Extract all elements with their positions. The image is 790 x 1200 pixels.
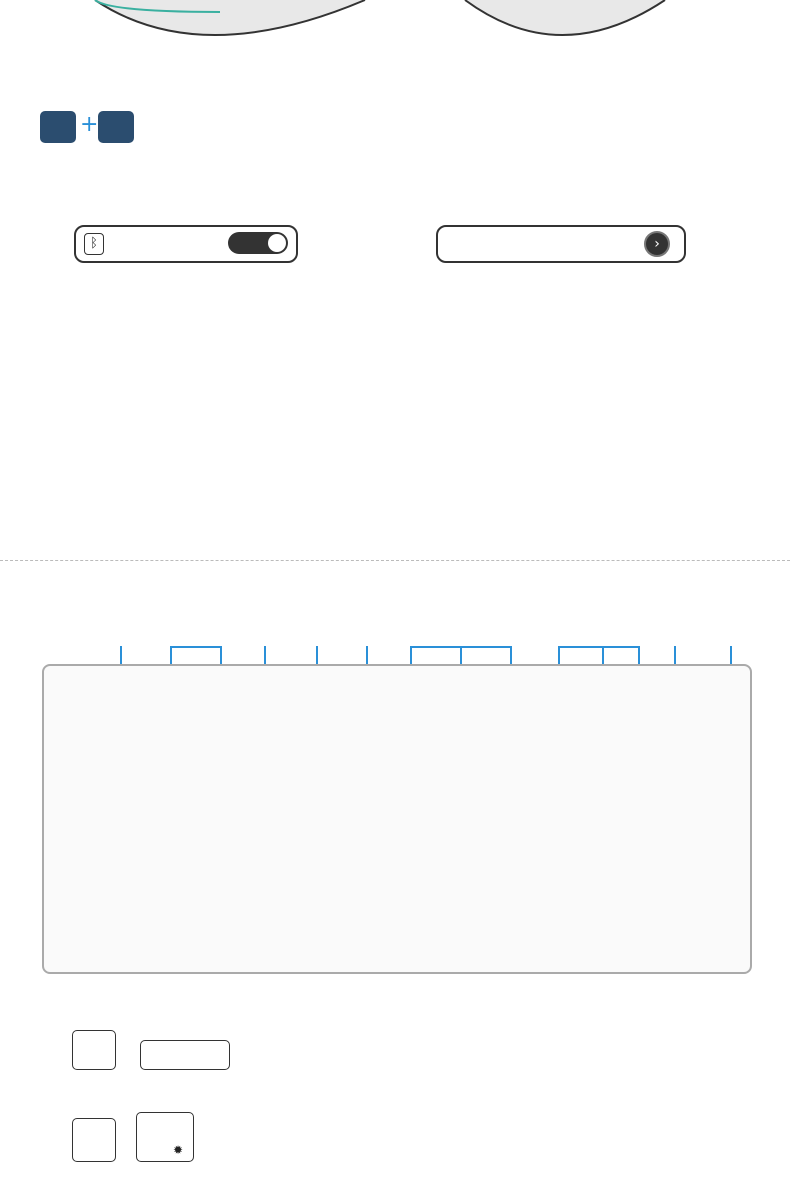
c-key-icon <box>98 111 134 143</box>
keyboard-illustration-top <box>0 0 790 60</box>
bluetooth-toggle-panel <box>74 225 298 263</box>
bluetooth-icon: ᛒ <box>84 233 104 255</box>
connect-arrow-icon[interactable]: › <box>644 231 670 257</box>
bluetooth-on-switch[interactable] <box>228 232 288 254</box>
control-key-icon <box>72 1030 116 1070</box>
section-divider <box>0 560 790 561</box>
cmd-key-icon: ✹ <box>136 1112 194 1162</box>
fn-key-icon <box>40 111 76 143</box>
keyboard-diagram <box>42 664 752 974</box>
plus-sign: + <box>80 112 99 137</box>
fn-key-icon-2 <box>72 1118 116 1162</box>
space-key-icon <box>140 1040 230 1070</box>
ipad-keyboard-panel <box>436 225 686 263</box>
